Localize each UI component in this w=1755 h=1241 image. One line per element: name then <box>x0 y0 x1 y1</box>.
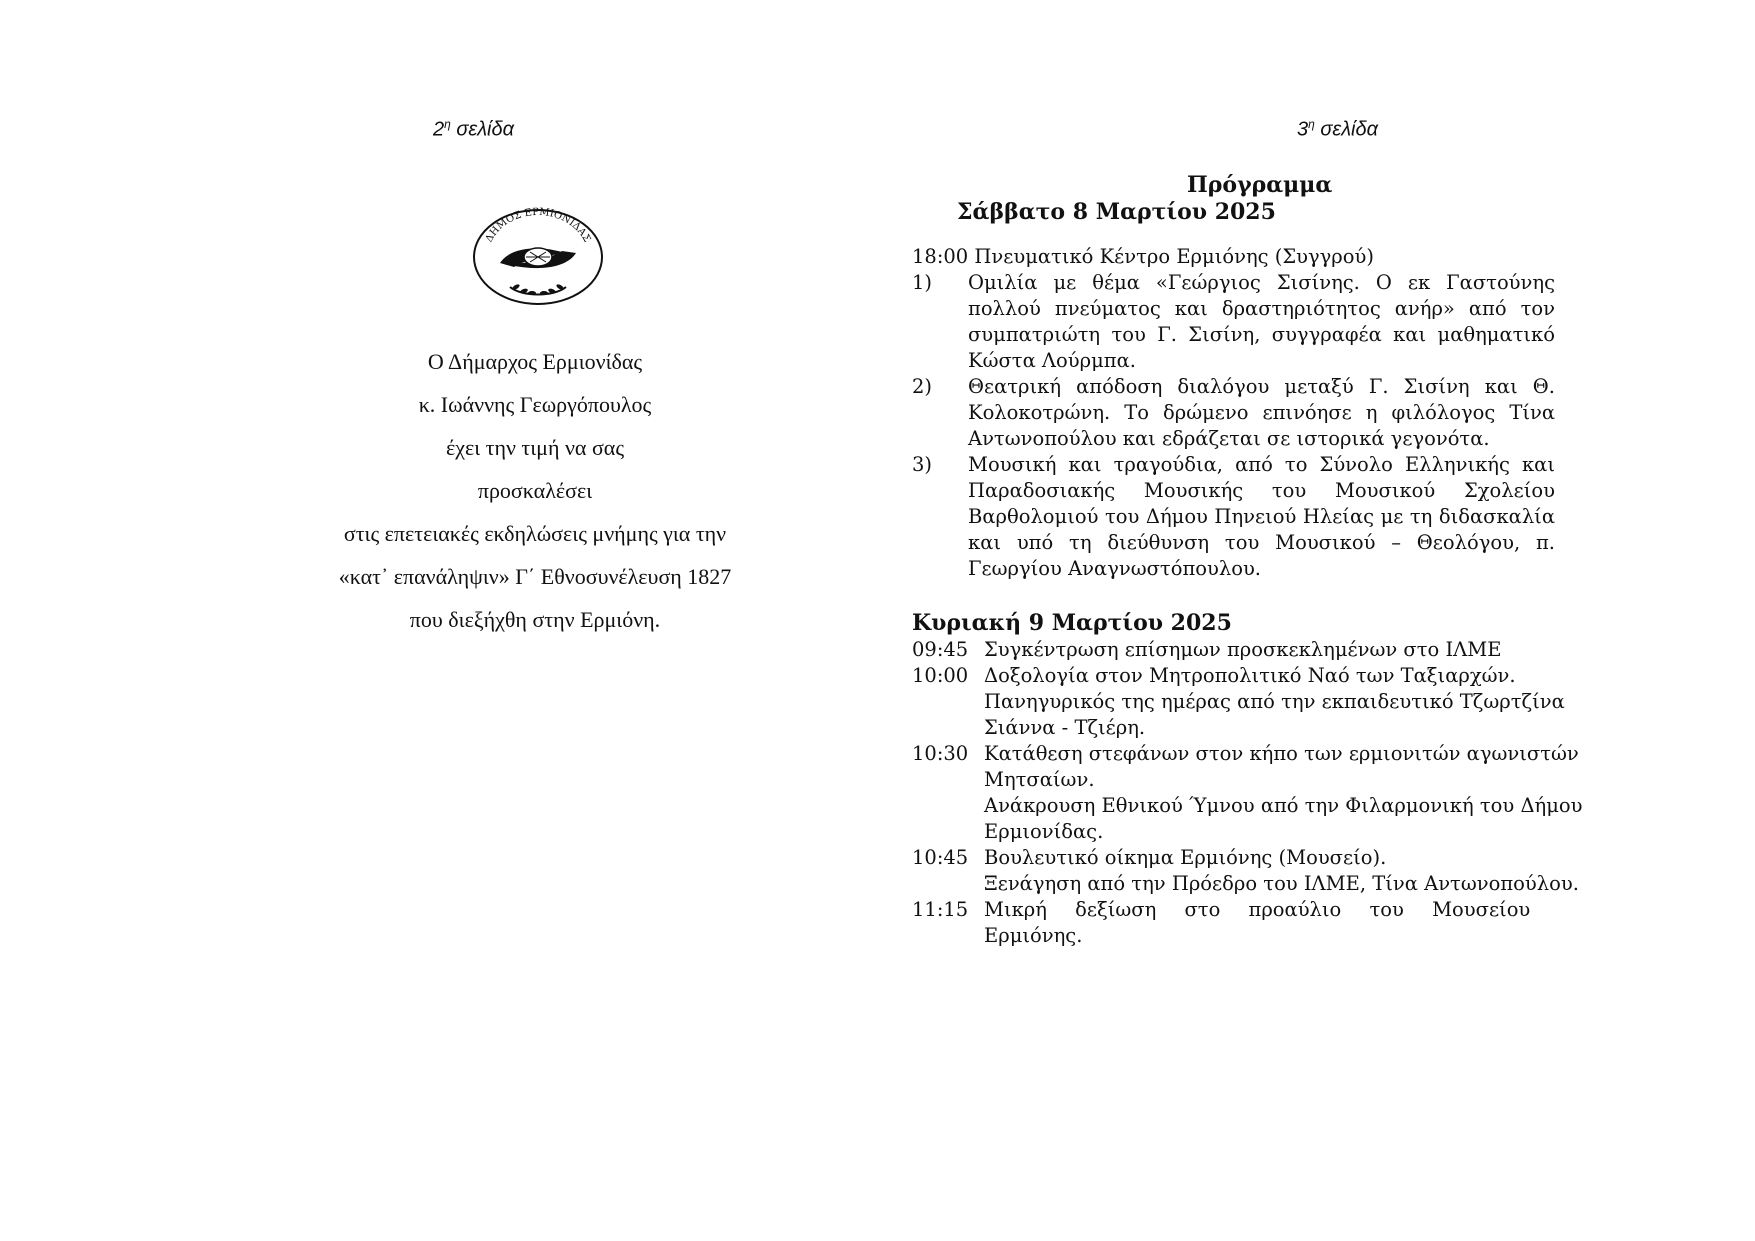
schedule-entry <box>912 637 1501 663</box>
schedule-entry <box>912 845 1579 897</box>
page-label-left <box>433 117 514 142</box>
program-title: Πρόγραμμα <box>1187 172 1333 198</box>
page-word: σελίδα <box>1320 118 1379 141</box>
laurel-icon <box>510 287 566 295</box>
invitation-line: έχει την τιμή να σας <box>445 435 625 460</box>
page-label-right <box>1297 117 1378 142</box>
schedule-text: Βουλευτικό οίκημα Ερμιόνης (Μουσείο). <box>984 846 1387 869</box>
item-text: Μουσική και τραγούδια, από το Σύνολο Ελληνικής και Παραδοσιακής Μουσικής του Μουσικού Σχολείου Βαρθολομιού του Δήμου Πηνειού Ηλείας με τη διδασκαλία και υπό τη διεύθυνση του Μουσικού – Θεολόγου, π. Γεωργίου Αναγνωστόπουλου. <box>968 453 1555 580</box>
schedule-entry <box>912 663 1565 741</box>
municipality-logo <box>470 207 606 307</box>
invitation-line: που διεξήχθη στην Ερμιόνη. <box>409 607 661 632</box>
invitation-line: κ. Ιωάννης Γεωργόπουλος <box>418 392 652 417</box>
schedule-time: 10:45 <box>912 846 969 869</box>
schedule-time: 11:15 <box>912 898 969 921</box>
item-number: 1) <box>912 271 933 294</box>
saturday-venue: 18:00 Πνευματικό Κέντρο Ερμιόνης (Συγγρού) <box>912 245 1374 268</box>
schedule-entry <box>912 897 1530 949</box>
schedule-time: 10:30 <box>912 742 969 765</box>
page-number-suffix: η <box>1308 117 1315 131</box>
logo-text: ΔΗΜΟΣ ΕΡΜΙΟΝΙΔΑΣ <box>483 207 593 245</box>
schedule-time: 09:45 <box>912 638 969 661</box>
schedule-entry <box>912 741 1582 845</box>
saturday-heading: Σάββατο 8 Μαρτίου 2025 <box>957 199 1276 225</box>
schedule-text: Πανηγυρικός της ημέρας από την εκπαιδευτικό Τζωρτζίνα <box>984 690 1565 713</box>
invitation-line: Ο Δήμαρχος Ερμιονίδας <box>427 349 643 374</box>
item-text: Θεατρική απόδοση διαλόγου μεταξύ Γ. Σισίνη και Θ. Κολοκοτρώνη. Το δρώμενο επινόησε η φιλόλογος Τίνα Αντωνοπούλου και εδράζεται σε ιστορικά γεγονότα. <box>968 375 1555 450</box>
program-item <box>912 374 1555 452</box>
schedule-time: 10:00 <box>912 664 969 687</box>
invitation-line: «κατ᾽ επανάληψιν» Γ΄ Εθνοσυνέλευση 1827 <box>338 564 732 589</box>
schedule-text: Συγκέντρωση επίσημων προσκεκλημένων στο ΙΛΜΕ <box>984 638 1502 661</box>
schedule-text: Ερμιόνης. <box>984 924 1083 947</box>
page-word: σελίδα <box>456 118 515 141</box>
schedule-text: Ερμιονίδας. <box>984 820 1104 843</box>
item-text: Ομιλία με θέμα «Γεώργιος Σισίνης. Ο εκ Γαστούνης πολλού πνεύματος και δραστηριότητος ανήρ» από τον συμπατριώτη του Γ. Σισίνη, συγγραφέα και μαθηματικό Κώστα Λούρμπα. <box>968 271 1555 372</box>
schedule-text: Σιάννα - Τζιέρη. <box>984 716 1146 739</box>
page-number: 2 <box>433 118 445 141</box>
program-item <box>912 452 1555 582</box>
invitation-line: προσκαλέσει <box>477 478 593 503</box>
page-number-suffix: η <box>444 117 451 131</box>
invitation-text <box>230 340 840 641</box>
page-number: 3 <box>1297 118 1309 141</box>
invitation-line: στις επετειακές εκδηλώσεις μνήμης για την <box>343 521 727 546</box>
schedule-text: Δοξολογία στον Μητροπολιτικό Ναό των Ταξιαρχών. <box>984 664 1516 687</box>
item-number: 2) <box>912 375 933 398</box>
schedule-text: Ανάκρουση Εθνικού Ύμνου από την Φιλαρμονική του Δήμου <box>984 794 1583 817</box>
item-number: 3) <box>912 453 933 476</box>
schedule-text: Ξενάγηση από την Πρόεδρο του ΙΛΜΕ, Τίνα Αντωνοπούλου. <box>984 872 1579 895</box>
sunday-heading: Κυριακή 9 Μαρτίου 2025 <box>912 610 1232 636</box>
schedule-text: Μικρή δεξίωση στο προαύλιο του Μουσείου <box>984 898 1531 921</box>
schedule-text: Κατάθεση στεφάνων στον κήπο των ερμιονιτών αγωνιστών <box>984 742 1579 765</box>
program-item <box>912 270 1555 374</box>
schedule-text: Μητσαίων. <box>984 768 1095 791</box>
